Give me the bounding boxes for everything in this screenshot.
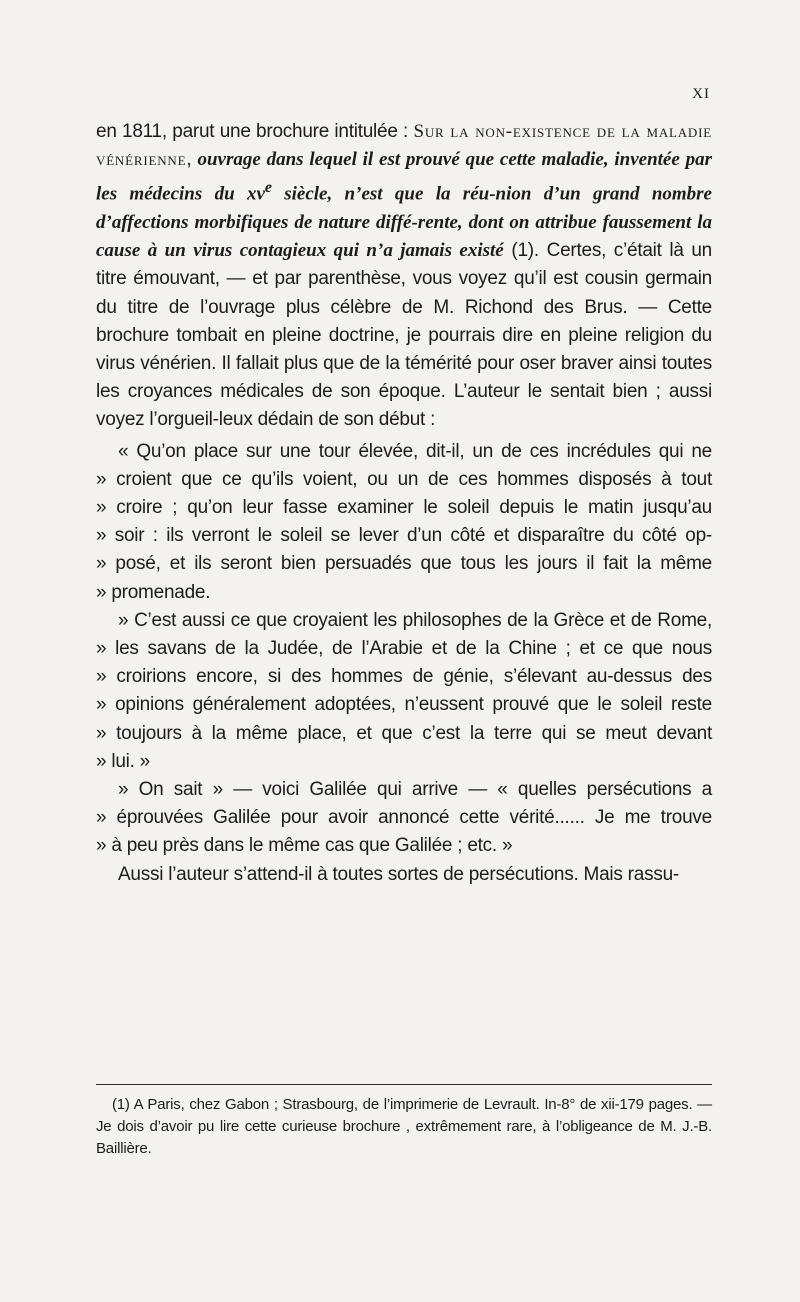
quote-line: » posé, et ils seront bien persuadés que tous les jours il fait la même	[96, 553, 712, 575]
quote-line: » soir : ils verront le soleil se lever d’un côté et disparaître du côté op-	[96, 525, 712, 547]
paragraph-intro	[96, 118, 712, 435]
brochure-title: Sur la non-existence de la maladie vénérienne	[96, 121, 712, 171]
quote-line: » à peu près dans le même cas que Galilée ; etc. »	[96, 835, 513, 857]
quote-line: » toujours à la même place, et que c’est la terre qui se meut devant	[96, 722, 712, 744]
footnote-text: (1) A Paris, chez Gabon ; Strasbourg, de l’imprimerie de Levrault. In-8° de xii-179 pages. — Je dois d’avoir pu lire cette curieuse brochure , extrêmement rare, à l’obligeance de M. J.-B. Baillière.	[96, 1096, 712, 1157]
quote-line: » éprouvées Galilée pour avoir annoncé cette vérité...... Je me trouve	[96, 807, 712, 829]
quote-line: » lui. »	[96, 750, 150, 772]
quotation-block	[96, 438, 712, 861]
quote-line: » croire ; qu’on leur fasse examiner le soleil depuis le matin jusqu’au	[96, 496, 712, 518]
intro-text: en 1811, parut une brochure intitulée :	[96, 121, 414, 142]
quote-line: » On sait » — voici Galilée qui arrive — « quelles persécutions a	[118, 779, 712, 800]
intro-commentary: (1). Certes, c’était là un titre émouvant, — et par parenthèse, vous voyez qu’il est cousin germain du titre de l’ouvrage plus célèbre de M. Richond des Brus. — Cette brochure tombait en pleine doctrine, je pourrais dire en pleine religion du virus vénérien. Il fallait plus que de la témérité pour oser braver ainsi toutes les croyances médicales de son époque. L’auteur le sentait bien ; aussi voyez l’orgueil-leux dédain de son début :	[96, 240, 712, 431]
quote-line: » promenade.	[96, 581, 211, 603]
page-number: XI	[692, 86, 710, 102]
quote-line: « Qu’on place sur une tour élevée, dit-il, un de ces incrédules qui ne	[118, 440, 712, 462]
intro-sep: ,	[186, 149, 198, 171]
quote-line: » les savans de la Judée, de l’Arabie et de la Chine ; et ce que nous	[96, 637, 712, 659]
quote-line: » croient que ce qu’ils voient, ou un de ces hommes disposés à tout	[96, 468, 712, 490]
quote-line: » croirions encore, si des hommes de génie, s’élevant au-dessus des	[96, 666, 712, 688]
brochure-subtitle: ouvrage dans lequel il est prouvé que cette maladie, inventée par les médecins du xv	[96, 149, 712, 205]
main-text	[96, 118, 712, 889]
quote-line: » C’est aussi ce que croyaient les philosophes de la Grèce et de Rome,	[118, 609, 712, 631]
paragraph-continuation: Aussi l’auteur s’attend-il à toutes sortes de persécutions. Mais rassu-	[118, 863, 679, 885]
century-superscript: e	[264, 179, 272, 197]
brochure-subtitle-continued: siècle, n’est que la réu-nion d’un grand nombre d’affections morbifiques de nature diffé-rente, dont on attribue faussement la cause à un virus contagieux qui n’a jamais existé	[96, 183, 712, 262]
quote-line: » opinions généralement adoptées, n’eussent prouvé que le soleil reste	[96, 694, 712, 716]
footnote-rule	[96, 1084, 712, 1085]
footnote	[96, 1094, 712, 1160]
